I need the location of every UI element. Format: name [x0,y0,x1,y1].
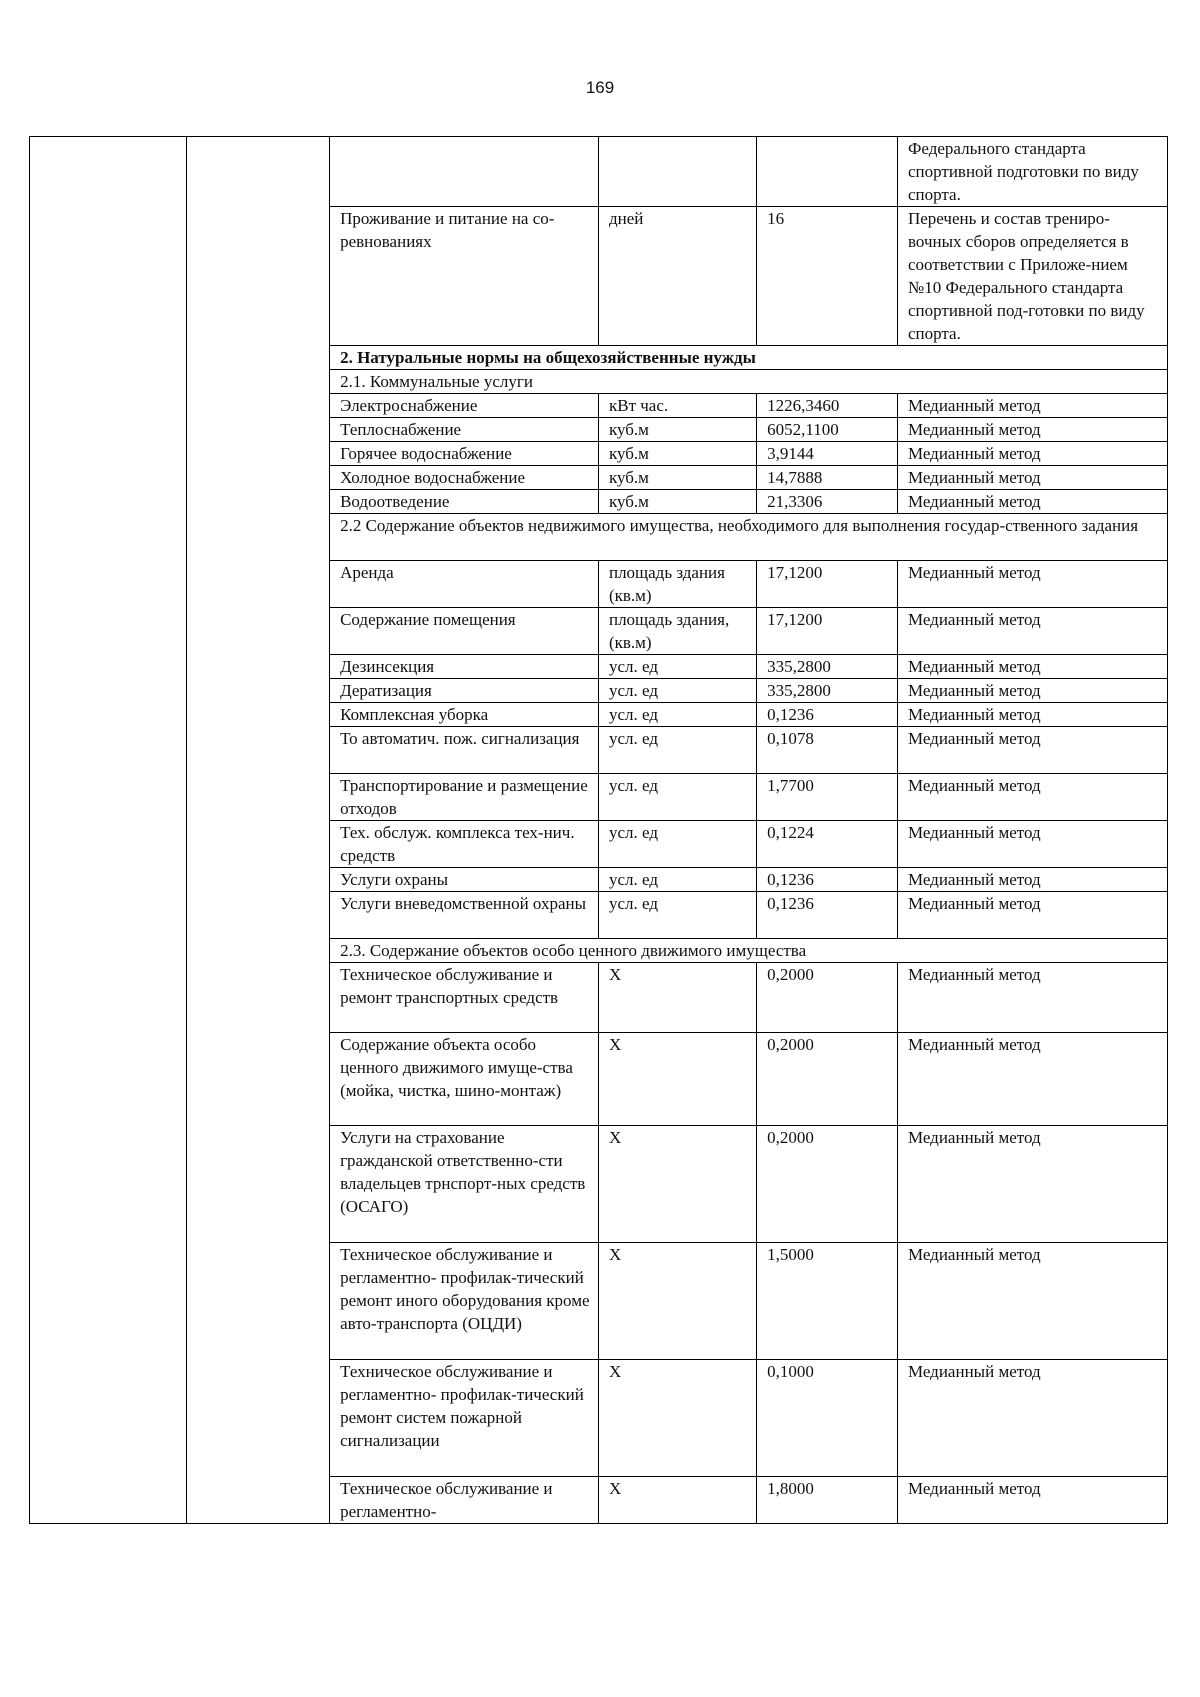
method-cell: Медианный метод [897,727,1167,774]
norm-name-cell: Дератизация [330,679,599,703]
norm-name-cell: Теплоснабжение [330,418,599,442]
norms-table [29,136,1168,1524]
value-cell: 6052,1100 [757,418,898,442]
value-cell: 0,2000 [757,1033,898,1126]
value-cell: 335,2800 [757,655,898,679]
value-cell: 1,5000 [757,1243,898,1360]
norm-name-cell [330,137,599,207]
value-cell: 21,3306 [757,490,898,514]
unit-cell: усл. ед [598,703,756,727]
norm-name-cell: Техническое обслуживание и ремонт транспортных средств [330,963,599,1033]
value-cell: 0,2000 [757,1126,898,1243]
method-cell: Медианный метод [897,1243,1167,1360]
method-cell: Федерального стандарта спортивной подготовки по виду спорта. [897,137,1167,207]
section-2-2-title: 2.2 Содержание объектов недвижимого имущества, необходимого для выполнения государ-ственного задания [330,514,1168,561]
value-cell: 0,1236 [757,703,898,727]
unit-cell: Х [598,1033,756,1126]
value-cell: 16 [757,207,898,346]
unit-cell: усл. ед [598,679,756,703]
method-cell: Медианный метод [897,1126,1167,1243]
norm-name-cell: Содержание помещения [330,608,599,655]
unit-cell: куб.м [598,466,756,490]
method-cell: Медианный метод [897,774,1167,821]
norm-name-cell: Техническое обслуживание и регламентно- профилак-тический ремонт систем пожарной сигнализации [330,1360,599,1477]
norm-name-cell: Проживание и питание на со-ревнованиях [330,207,599,346]
value-cell: 1226,3460 [757,394,898,418]
value-cell: 3,9144 [757,442,898,466]
norm-name-cell: Горячее водоснабжение [330,442,599,466]
section-2-1-title: 2.1. Коммунальные услуги [330,370,1168,394]
unit-cell: Х [598,1126,756,1243]
unit-cell [598,137,756,207]
method-cell: Медианный метод [897,1033,1167,1126]
section-2-3-title: 2.3. Содержание объектов особо ценного движимого имущества [330,939,1168,963]
unit-cell: куб.м [598,442,756,466]
unit-cell: усл. ед [598,892,756,939]
method-cell: Медианный метод [897,608,1167,655]
unit-cell: дней [598,207,756,346]
value-cell [757,137,898,207]
method-cell: Медианный метод [897,466,1167,490]
unit-cell: куб.м [598,490,756,514]
unit-cell: Х [598,1360,756,1477]
value-cell: 17,1200 [757,561,898,608]
unit-cell: усл. ед [598,868,756,892]
value-cell: 14,7888 [757,466,898,490]
table-row [30,137,1168,207]
norm-name-cell: Услуги охраны [330,868,599,892]
method-cell: Медианный метод [897,963,1167,1033]
value-cell: 0,2000 [757,963,898,1033]
norm-name-cell: Содержание объекта особо ценного движимого имуще-ства (мойка, чистка, шино-монтаж) [330,1033,599,1126]
value-cell: 0,1236 [757,892,898,939]
method-cell: Медианный метод [897,703,1167,727]
method-cell: Медианный метод [897,418,1167,442]
method-cell: Медианный метод [897,892,1167,939]
value-cell: 0,1236 [757,868,898,892]
method-cell: Медианный метод [897,655,1167,679]
norm-name-cell: Водоотведение [330,490,599,514]
norm-name-cell: То автоматич. пож. сигнализация [330,727,599,774]
unit-cell: Х [598,1243,756,1360]
unit-cell: усл. ед [598,774,756,821]
value-cell: 0,1000 [757,1360,898,1477]
method-cell: Медианный метод [897,561,1167,608]
unit-cell: куб.м [598,418,756,442]
value-cell: 1,7700 [757,774,898,821]
norm-name-cell: Транспортирование и размещение отходов [330,774,599,821]
method-cell: Медианный метод [897,679,1167,703]
norm-name-cell: Техническое обслуживание и регламентно- профилак-тический ремонт иного оборудования кроме авто-транспорта (ОЦДИ) [330,1243,599,1360]
unit-cell: Х [598,1477,756,1524]
method-cell: Медианный метод [897,821,1167,868]
norm-name-cell: Комплексная уборка [330,703,599,727]
norm-name-cell: Аренда [330,561,599,608]
unit-cell: кВт час. [598,394,756,418]
unit-cell: усл. ед [598,655,756,679]
method-cell: Медианный метод [897,868,1167,892]
unit-cell: площадь здания, (кв.м) [598,608,756,655]
unit-cell: площадь здания (кв.м) [598,561,756,608]
value-cell: 1,8000 [757,1477,898,1524]
norm-name-cell: Техническое обслуживание и регламентно- [330,1477,599,1524]
page-number: 169 [585,78,615,97]
unit-cell: Х [598,963,756,1033]
unit-cell: усл. ед [598,821,756,868]
norm-name-cell: Услуги на страхование гражданской ответственно-сти владельцев трнспорт-ных средств (ОСАГО) [330,1126,599,1243]
value-cell: 335,2800 [757,679,898,703]
norm-name-cell: Электроснабжение [330,394,599,418]
section-2-title: 2. Натуральные нормы на общехозяйственные нужды [330,346,1168,370]
norm-name-cell: Дезинсекция [330,655,599,679]
method-cell: Медианный метод [897,442,1167,466]
value-cell: 0,1224 [757,821,898,868]
value-cell: 17,1200 [757,608,898,655]
norm-name-cell: Услуги вневедомственной охраны [330,892,599,939]
value-cell: 0,1078 [757,727,898,774]
empty-column-1 [30,137,187,1524]
method-cell: Медианный метод [897,1360,1167,1477]
norm-name-cell: Холодное водоснабжение [330,466,599,490]
empty-column-2 [187,137,330,1524]
norm-name-cell: Тех. обслуж. комплекса тех-нич. средств [330,821,599,868]
method-cell: Перечень и состав трениро-вочных сборов определяется в соответствии с Приложе-нием №10 Федерального стандарта спортивной под-готовки по виду спорта. [897,207,1167,346]
method-cell: Медианный метод [897,1477,1167,1524]
unit-cell: усл. ед [598,727,756,774]
method-cell: Медианный метод [897,394,1167,418]
method-cell: Медианный метод [897,490,1167,514]
